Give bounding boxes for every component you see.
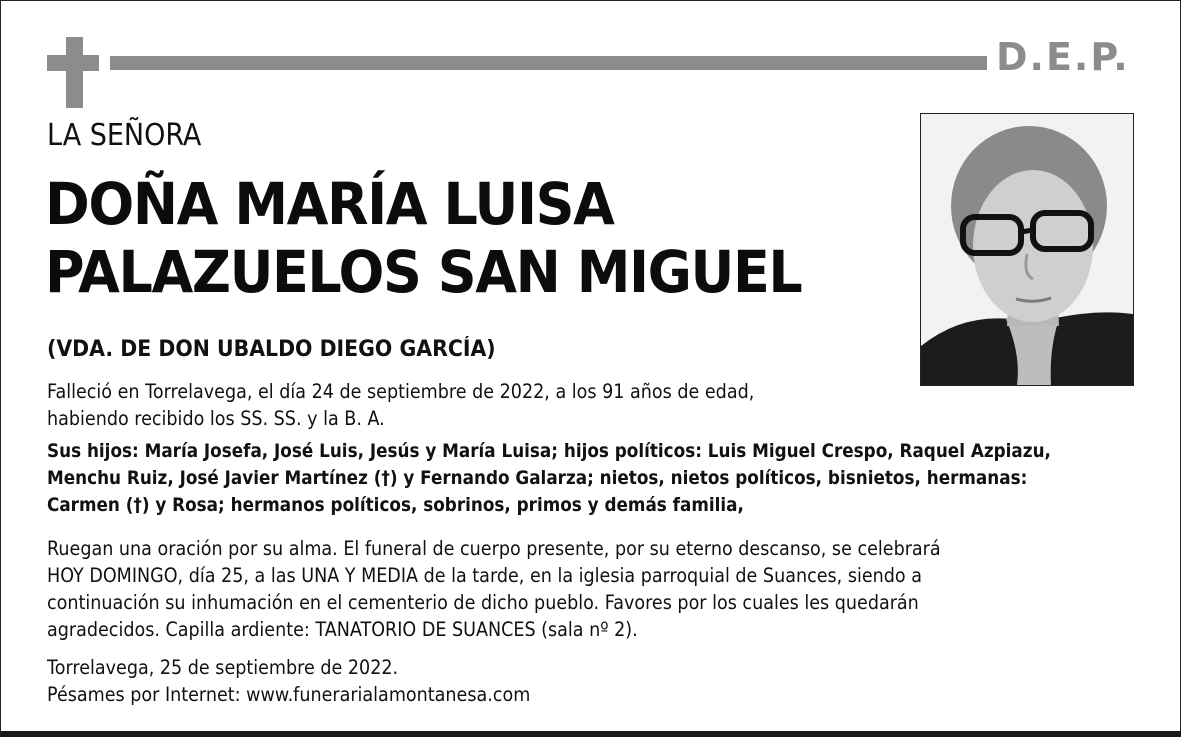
death-notice xyxy=(47,378,754,432)
cross-icon xyxy=(66,37,83,108)
request-line4: agradecidos. Capilla ardiente: TANATORIO DE SUANCES (sala nº 2). xyxy=(47,618,638,641)
request-line2: HOY DOMINGO, día 25, a las UNA Y MEDIA de la tarde, en la iglesia parroquial de Suances, siendo a xyxy=(47,564,922,587)
portrait-photo xyxy=(920,113,1134,386)
title-prefix: LA SEÑORA xyxy=(47,118,202,153)
death-notice-line2: habiendo recibido los SS. SS. y la B. A. xyxy=(47,407,385,430)
dep-label: D.E.P. xyxy=(996,35,1130,79)
family-line1: Sus hijos: María Josefa, José Luis, Jesús y María Luisa; hijos políticos: Luis Miguel Crespo, Raquel Azpiazu, xyxy=(47,440,1051,462)
funeral-request xyxy=(47,535,941,643)
condolences-link: Pésames por Internet: www.funerarialamontanesa.com xyxy=(47,683,531,706)
portrait-image xyxy=(921,114,1133,385)
widow-of: (VDA. DE DON UBALDO DIEGO GARCÍA) xyxy=(47,337,496,362)
family-list xyxy=(47,438,1051,519)
request-line1: Ruegan una oración por su alma. El funeral de cuerpo presente, por su eterno descanso, se celebrará xyxy=(47,537,941,560)
request-line3: continuación su inhumación en el cementerio de dicho pueblo. Favores por los cuales les quedarán xyxy=(47,591,919,614)
cross-icon-bar xyxy=(47,55,99,71)
family-line3: Carmen (†) y Rosa; hermanos políticos, sobrinos, primos y demás familia, xyxy=(47,494,744,516)
deceased-name xyxy=(45,170,801,306)
death-notice-line1: Falleció en Torrelavega, el día 24 de septiembre de 2022, a los 91 años de edad, xyxy=(47,380,755,403)
family-line2: Menchu Ruiz, José Javier Martínez (†) y Fernando Galarza; nietos, nietos políticos, bisnietos, hermanas: xyxy=(47,467,1028,489)
closing xyxy=(47,654,530,708)
bottom-border xyxy=(0,731,1181,737)
deceased-name-line1: DOÑA MARÍA LUISA xyxy=(45,170,614,238)
deceased-name-line2: PALAZUELOS SAN MIGUEL xyxy=(45,238,802,306)
place-date: Torrelavega, 25 de septiembre de 2022. xyxy=(47,656,399,679)
header-rule xyxy=(110,56,987,70)
